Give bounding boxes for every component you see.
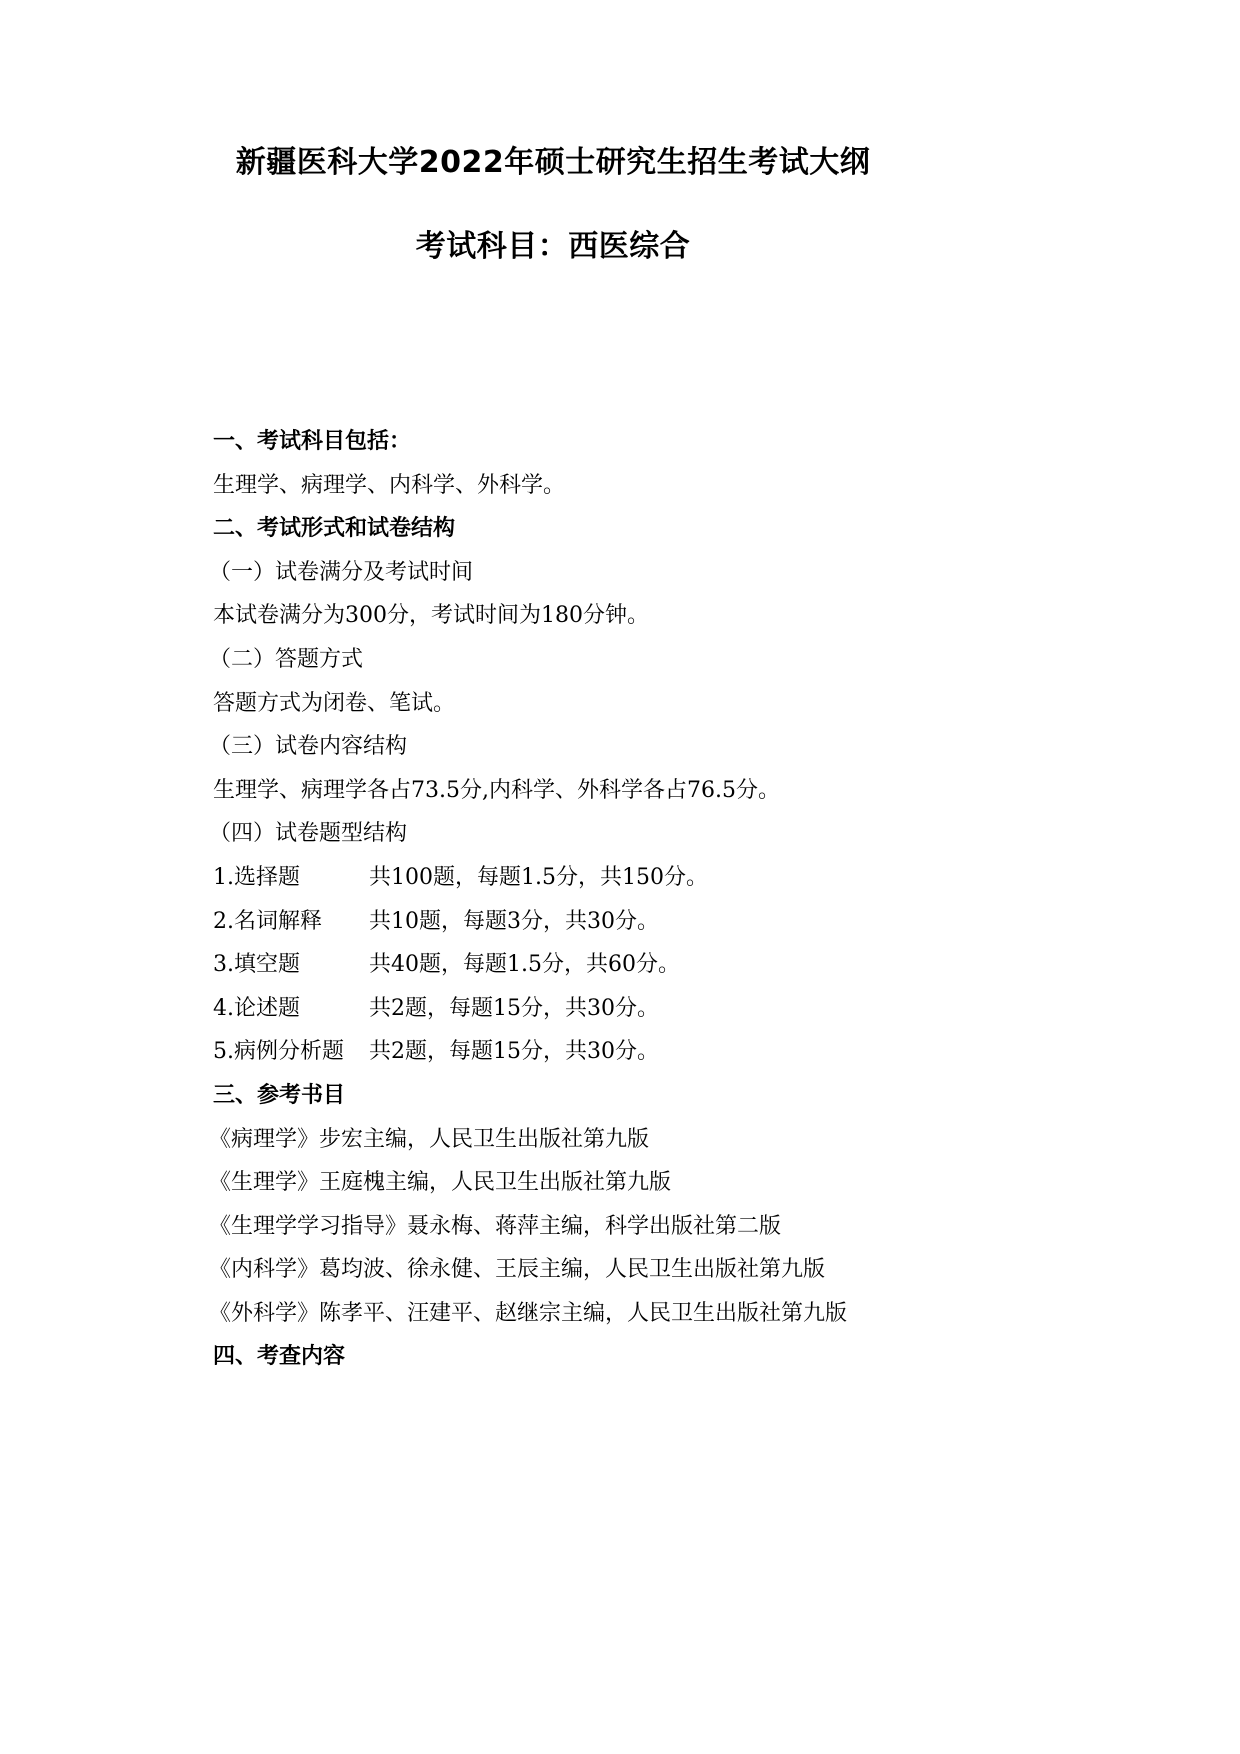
question-type-label: 5.病例分析题 [213, 1039, 344, 1065]
question-type-row [213, 856, 973, 900]
question-type-label: 1.选择题 [213, 864, 300, 890]
section-4-heading: 四、考查内容 [213, 1344, 346, 1370]
question-type-label: 2.名词解释 [213, 908, 322, 934]
question-type-row [213, 987, 973, 1031]
question-type-label: 3.填空题 [213, 952, 300, 978]
question-type-row [213, 1030, 973, 1074]
question-type-detail: 共10题，每题3分，共30分。 [369, 908, 659, 934]
exam-subject-title: 考试科目：西医综合 [415, 229, 691, 264]
reference-book-item: 《外科学》陈孝平、汪建平、赵继宗主编，人民卫生出版社第九版 [209, 1300, 848, 1326]
subsection-content-structure-text: 生理学、病理学各占73.5分,内科学、外科学各占76.5分。 [213, 777, 780, 803]
question-type-detail: 共2题，每题15分，共30分。 [369, 1039, 659, 1065]
question-type-detail: 共100题，每题1.5分，共150分。 [369, 864, 708, 890]
reference-book-item: 《生理学学习指导》聂永梅、蒋萍主编，科学出版社第二版 [209, 1213, 782, 1239]
subsection-answer-method-text: 答题方式为闭卷、笔试。 [213, 690, 456, 716]
reference-book-item: 《生理学》王庭槐主编，人民卫生出版社第九版 [209, 1170, 672, 1196]
section-1-text: 生理学、病理学、内科学、外科学。 [213, 472, 566, 498]
section-3-heading: 三、参考书目 [213, 1082, 346, 1108]
question-type-detail: 共40题，每题1.5分，共60分。 [369, 952, 680, 978]
reference-book-item: 《内科学》葛均波、徐永健、王辰主编，人民卫生出版社第九版 [209, 1257, 826, 1283]
question-type-detail: 共2题，每题15分，共30分。 [369, 995, 659, 1021]
subsection-question-types-heading: （四）试卷题型结构 [209, 821, 408, 847]
section-2-heading: 二、考试形式和试卷结构 [213, 516, 456, 542]
subsection-score-time-heading: （一）试卷满分及考试时间 [209, 559, 474, 585]
question-type-row [213, 900, 973, 944]
reference-book-item: 《病理学》步宏主编，人民卫生出版社第九版 [209, 1126, 650, 1152]
question-type-label: 4.论述题 [213, 995, 300, 1021]
document-body [209, 420, 973, 1379]
subsection-answer-method-heading: （二）答题方式 [209, 646, 364, 672]
subsection-content-structure-heading: （三）试卷内容结构 [209, 734, 408, 760]
section-1-heading: 一、考试科目包括： [213, 429, 412, 454]
question-type-row [213, 943, 973, 987]
document-title: 新疆医科大学2022年硕士研究生招生考试大纲 [235, 145, 871, 180]
subsection-score-time-text: 本试卷满分为300分，考试时间为180分钟。 [213, 603, 649, 629]
